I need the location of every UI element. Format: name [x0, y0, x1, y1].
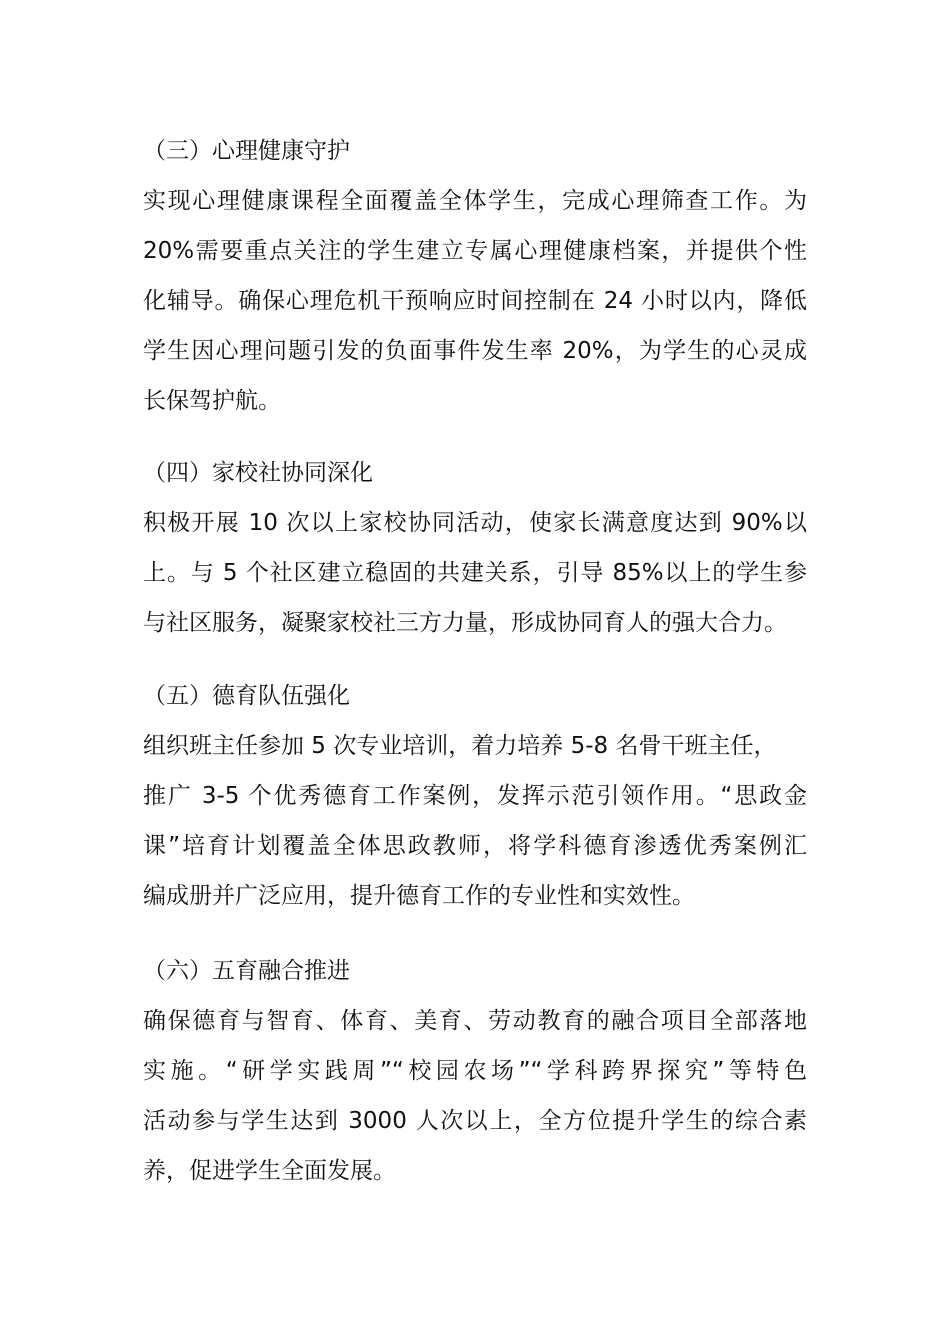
section-moral-education-team — [143, 671, 823, 921]
paragraph-line: 上。与 5 个社区建立稳固的共建关系，引导 85%以上的学生参 — [143, 560, 807, 586]
paragraph-line: 课”培育计划覆盖全体思政教师，将学科德育渗透优秀案例汇 — [143, 833, 807, 859]
section-heading: （五）德育队伍强化 — [143, 683, 350, 709]
paragraph-line: 推广 3-5 个优秀德育工作案例，发挥示范引领作用。“思政金 — [143, 783, 807, 809]
paragraph-line: 确保德育与智育、体育、美育、劳动教育的融合项目全部落地 — [143, 1008, 807, 1034]
paragraph-line: 20%需要重点关注的学生建立专属心理健康档案，并提供个性 — [143, 238, 807, 264]
paragraph-line: 实施。“研学实践周”“校园农场”“学科跨界探究”等特色 — [143, 1058, 807, 1084]
paragraph-line: 活动参与学生达到 3000 人次以上，全方位提升学生的综合素 — [143, 1108, 807, 1134]
section-home-school-community — [143, 448, 823, 648]
paragraph-line: 养，促进学生全面发展。 — [143, 1158, 396, 1184]
paragraph-line: 实现心理健康课程全面覆盖全体学生，完成心理筛查工作。为 — [143, 188, 807, 214]
paragraph-line: 长保驾护航。 — [143, 388, 281, 414]
section-five-education-integration — [143, 946, 823, 1196]
section-heading: （三）心理健康守护 — [143, 138, 350, 164]
section-heading: （六）五育融合推进 — [143, 958, 350, 984]
section-heading: （四）家校社协同深化 — [143, 460, 373, 486]
paragraph-line: 编成册并广泛应用，提升德育工作的专业性和实效性。 — [143, 883, 695, 909]
paragraph-line: 组织班主任参加 5 次专业培训，着力培养 5-8 名骨干班主任， — [143, 733, 777, 759]
paragraph-line: 学生因心理问题引发的负面事件发生率 20%，为学生的心灵成 — [143, 338, 807, 364]
paragraph-line: 与社区服务，凝聚家校社三方力量，形成协同育人的强大合力。 — [143, 610, 787, 636]
paragraph-line: 积极开展 10 次以上家校协同活动，使家长满意度达到 90%以 — [143, 510, 807, 536]
paragraph-line: 化辅导。确保心理危机干预响应时间控制在 24 小时以内，降低 — [143, 288, 807, 314]
section-mental-health — [143, 126, 823, 426]
